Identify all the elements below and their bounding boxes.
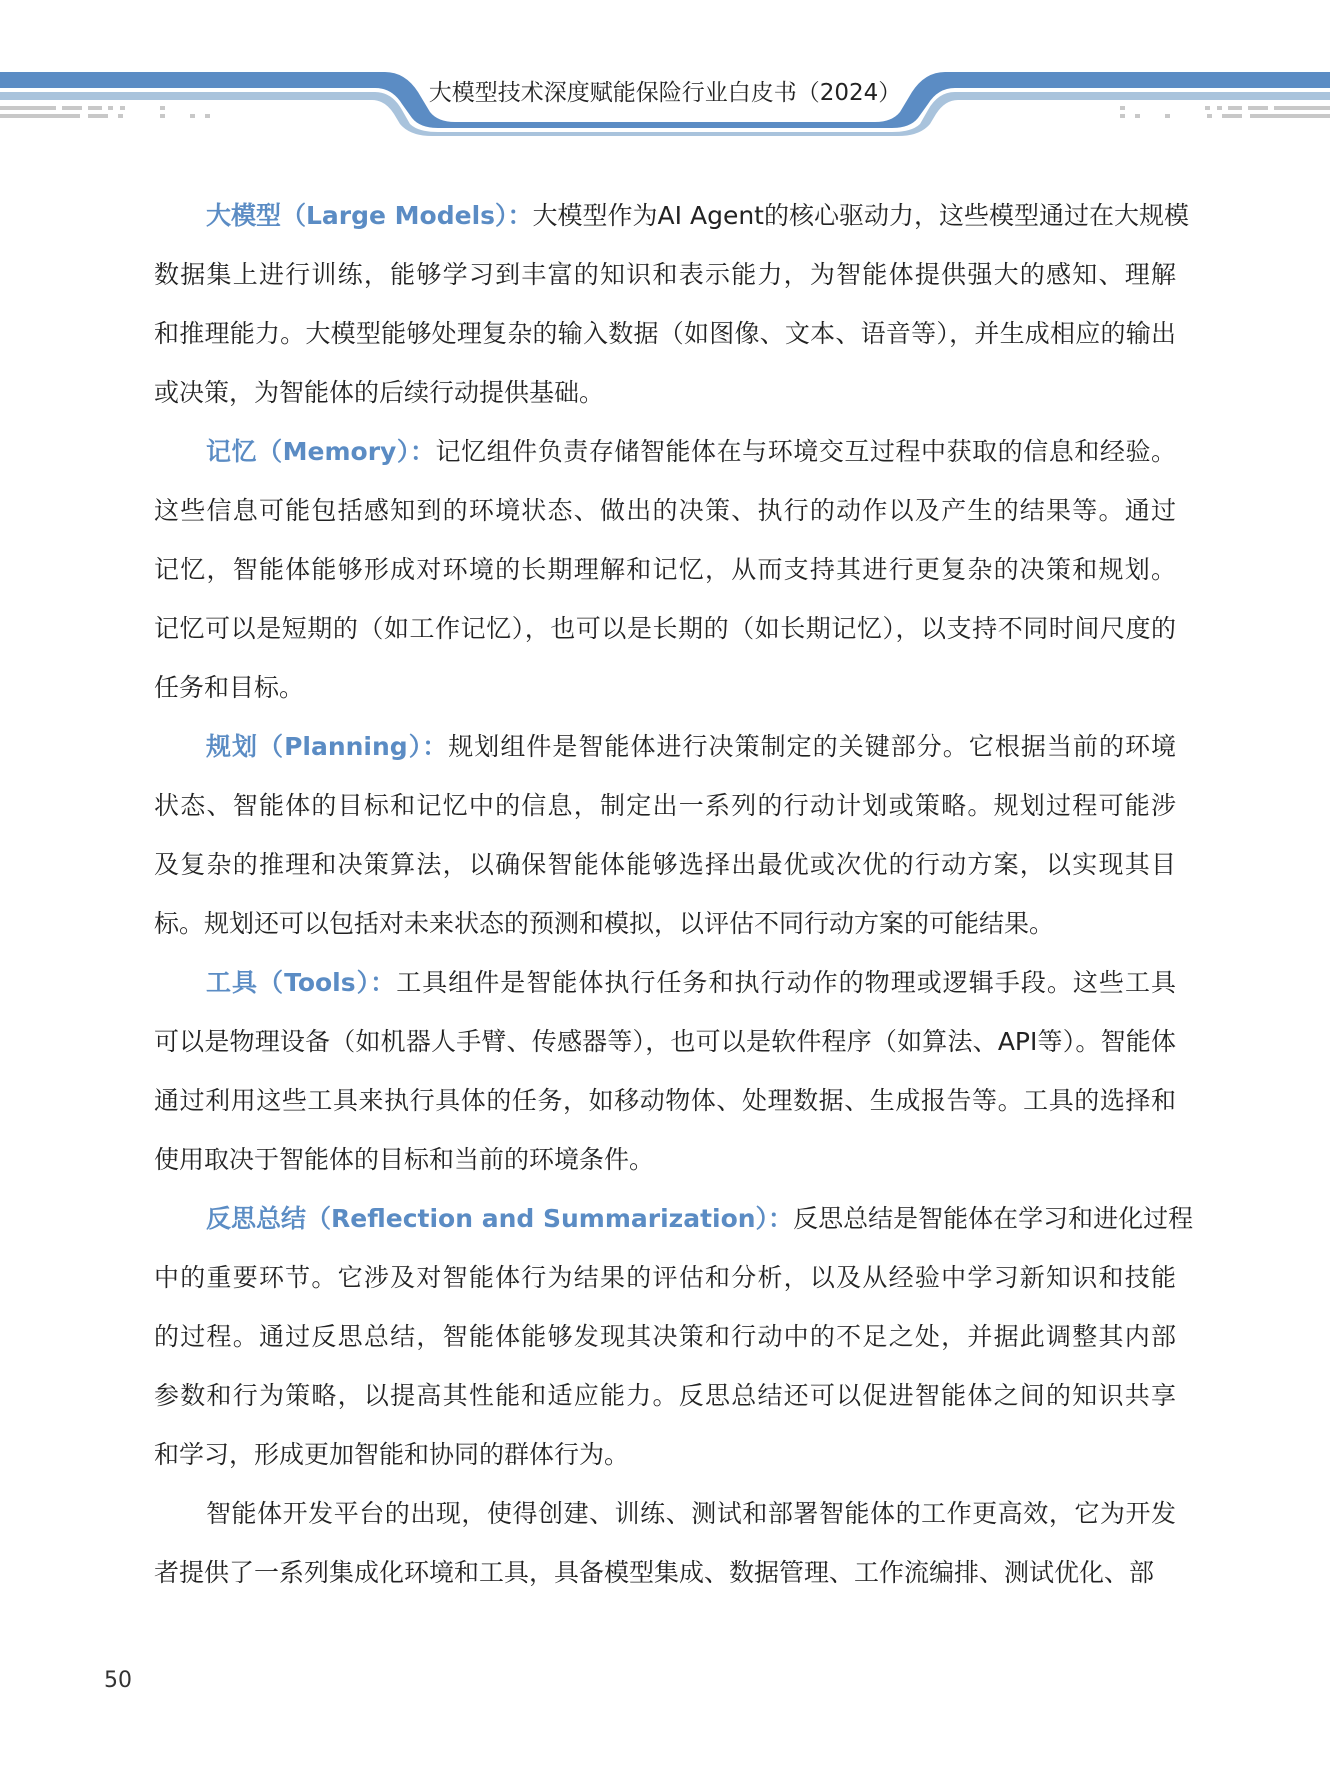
line-text: 规划组件是智能体进行决策制定的关键部分。它根据当前的环境 xyxy=(448,732,1176,761)
text-line xyxy=(154,196,1189,255)
header-title: 大模型技术深度赋能保险行业白皮书（2024） xyxy=(428,80,902,106)
page-header xyxy=(0,0,1330,140)
paragraph-keyword: 工具（Tools）： xyxy=(206,968,397,997)
line-text: 通过利用这些工具来执行具体的任务，如移动物体、处理数据、生成报告等。工具的选择和 xyxy=(154,1086,1176,1115)
paragraph-keyword: 大模型（Large Models）： xyxy=(206,201,533,230)
line-text: 和学习，形成更加智能和协同的群体行为。 xyxy=(154,1440,630,1469)
line-text: 和推理能力。大模型能够处理复杂的输入数据（如图像、文本、语音等），并生成相应的输出 xyxy=(154,319,1176,348)
text-line xyxy=(154,1435,1176,1494)
line-text: 记忆，智能体能够形成对环境的长期理解和记忆，从而支持其进行更复杂的决策和规划。 xyxy=(154,555,1176,584)
text-line xyxy=(154,314,1176,373)
text-line xyxy=(154,550,1176,609)
line-text: 数据集上进行训练，能够学习到丰富的知识和表示能力，为智能体提供强大的感知、理解 xyxy=(154,260,1176,289)
line-text: 参数和行为策略，以提高其性能和适应能力。反思总结还可以促进智能体之间的知识共享 xyxy=(154,1381,1176,1410)
line-text: 及复杂的推理和决策算法，以确保智能体能够选择出最优或次优的行动方案，以实现其目 xyxy=(154,850,1176,879)
paragraph xyxy=(154,196,1189,432)
body-text xyxy=(154,196,1194,1612)
paragraph xyxy=(154,727,1176,963)
text-line xyxy=(154,1140,1176,1199)
line-text: 记忆可以是短期的（如工作记忆），也可以是长期的（如长期记忆），以支持不同时间尺度的 xyxy=(154,614,1176,643)
line-text: 反思总结是智能体在学习和进化过程 xyxy=(793,1204,1194,1233)
line-text: 任务和目标。 xyxy=(154,673,305,702)
line-text: 这些信息可能包括感知到的环境状态、做出的决策、执行的动作以及产生的结果等。通过 xyxy=(154,496,1176,525)
line-text: 中的重要环节。它涉及对智能体行为结果的评估和分析，以及从经验中学习新知识和技能 xyxy=(154,1263,1176,1292)
line-text: 或决策，为智能体的后续行动提供基础。 xyxy=(154,378,605,407)
header-decoration xyxy=(0,0,1330,140)
text-line xyxy=(154,1494,1176,1553)
paragraph-keyword: 记忆（Memory）： xyxy=(206,437,436,466)
text-line xyxy=(154,609,1176,668)
paragraph xyxy=(154,963,1176,1199)
line-text: 可以是物理设备（如机器人手臂、传感器等），也可以是软件程序（如算法、API等）。智能体 xyxy=(154,1027,1176,1056)
line-text: 状态、智能体的目标和记忆中的信息，制定出一系列的行动计划或策略。规划过程可能涉 xyxy=(154,791,1176,820)
paragraph-keyword: 反思总结（Reflection and Summarization）： xyxy=(206,1204,794,1233)
text-line xyxy=(154,1553,1176,1612)
text-line xyxy=(154,904,1176,963)
line-text: 记忆组件负责存储智能体在与环境交互过程中获取的信息和经验。 xyxy=(435,437,1176,466)
text-line xyxy=(154,1199,1194,1258)
line-text: 大模型作为AI Agent的核心驱动力，这些模型通过在大规模 xyxy=(532,201,1189,230)
line-text: 智能体开发平台的出现，使得创建、训练、测试和部署智能体的工作更高效，它为开发 xyxy=(206,1499,1176,1528)
line-text: 使用取决于智能体的目标和当前的环境条件。 xyxy=(154,1145,655,1174)
page-number: 50 xyxy=(104,1668,132,1693)
line-text: 者提供了一系列集成化环境和工具，具备模型集成、数据管理、工作流编排、测试优化、部 xyxy=(154,1558,1155,1587)
line-text: 标。规划还可以包括对未来状态的预测和模拟，以评估不同行动方案的可能结果。 xyxy=(154,909,1055,938)
text-line xyxy=(154,1258,1176,1317)
text-line xyxy=(154,491,1176,550)
text-line xyxy=(154,1022,1176,1081)
text-line xyxy=(154,1317,1176,1376)
text-line xyxy=(154,727,1176,786)
paragraph-keyword: 规划（Planning）： xyxy=(206,732,449,761)
paragraph xyxy=(154,1199,1194,1494)
text-line xyxy=(154,668,1176,727)
text-line xyxy=(154,432,1176,491)
text-line xyxy=(154,786,1176,845)
text-line xyxy=(154,845,1176,904)
paragraph xyxy=(154,1494,1176,1612)
text-line xyxy=(154,963,1176,1022)
line-text: 工具组件是智能体执行任务和执行动作的物理或逻辑手段。这些工具 xyxy=(396,968,1176,997)
paragraph xyxy=(154,432,1176,727)
text-line xyxy=(154,1376,1176,1435)
line-text: 的过程。通过反思总结，智能体能够发现其决策和行动中的不足之处，并据此调整其内部 xyxy=(154,1322,1176,1351)
text-line xyxy=(154,373,1176,432)
text-line xyxy=(154,255,1176,314)
text-line xyxy=(154,1081,1176,1140)
